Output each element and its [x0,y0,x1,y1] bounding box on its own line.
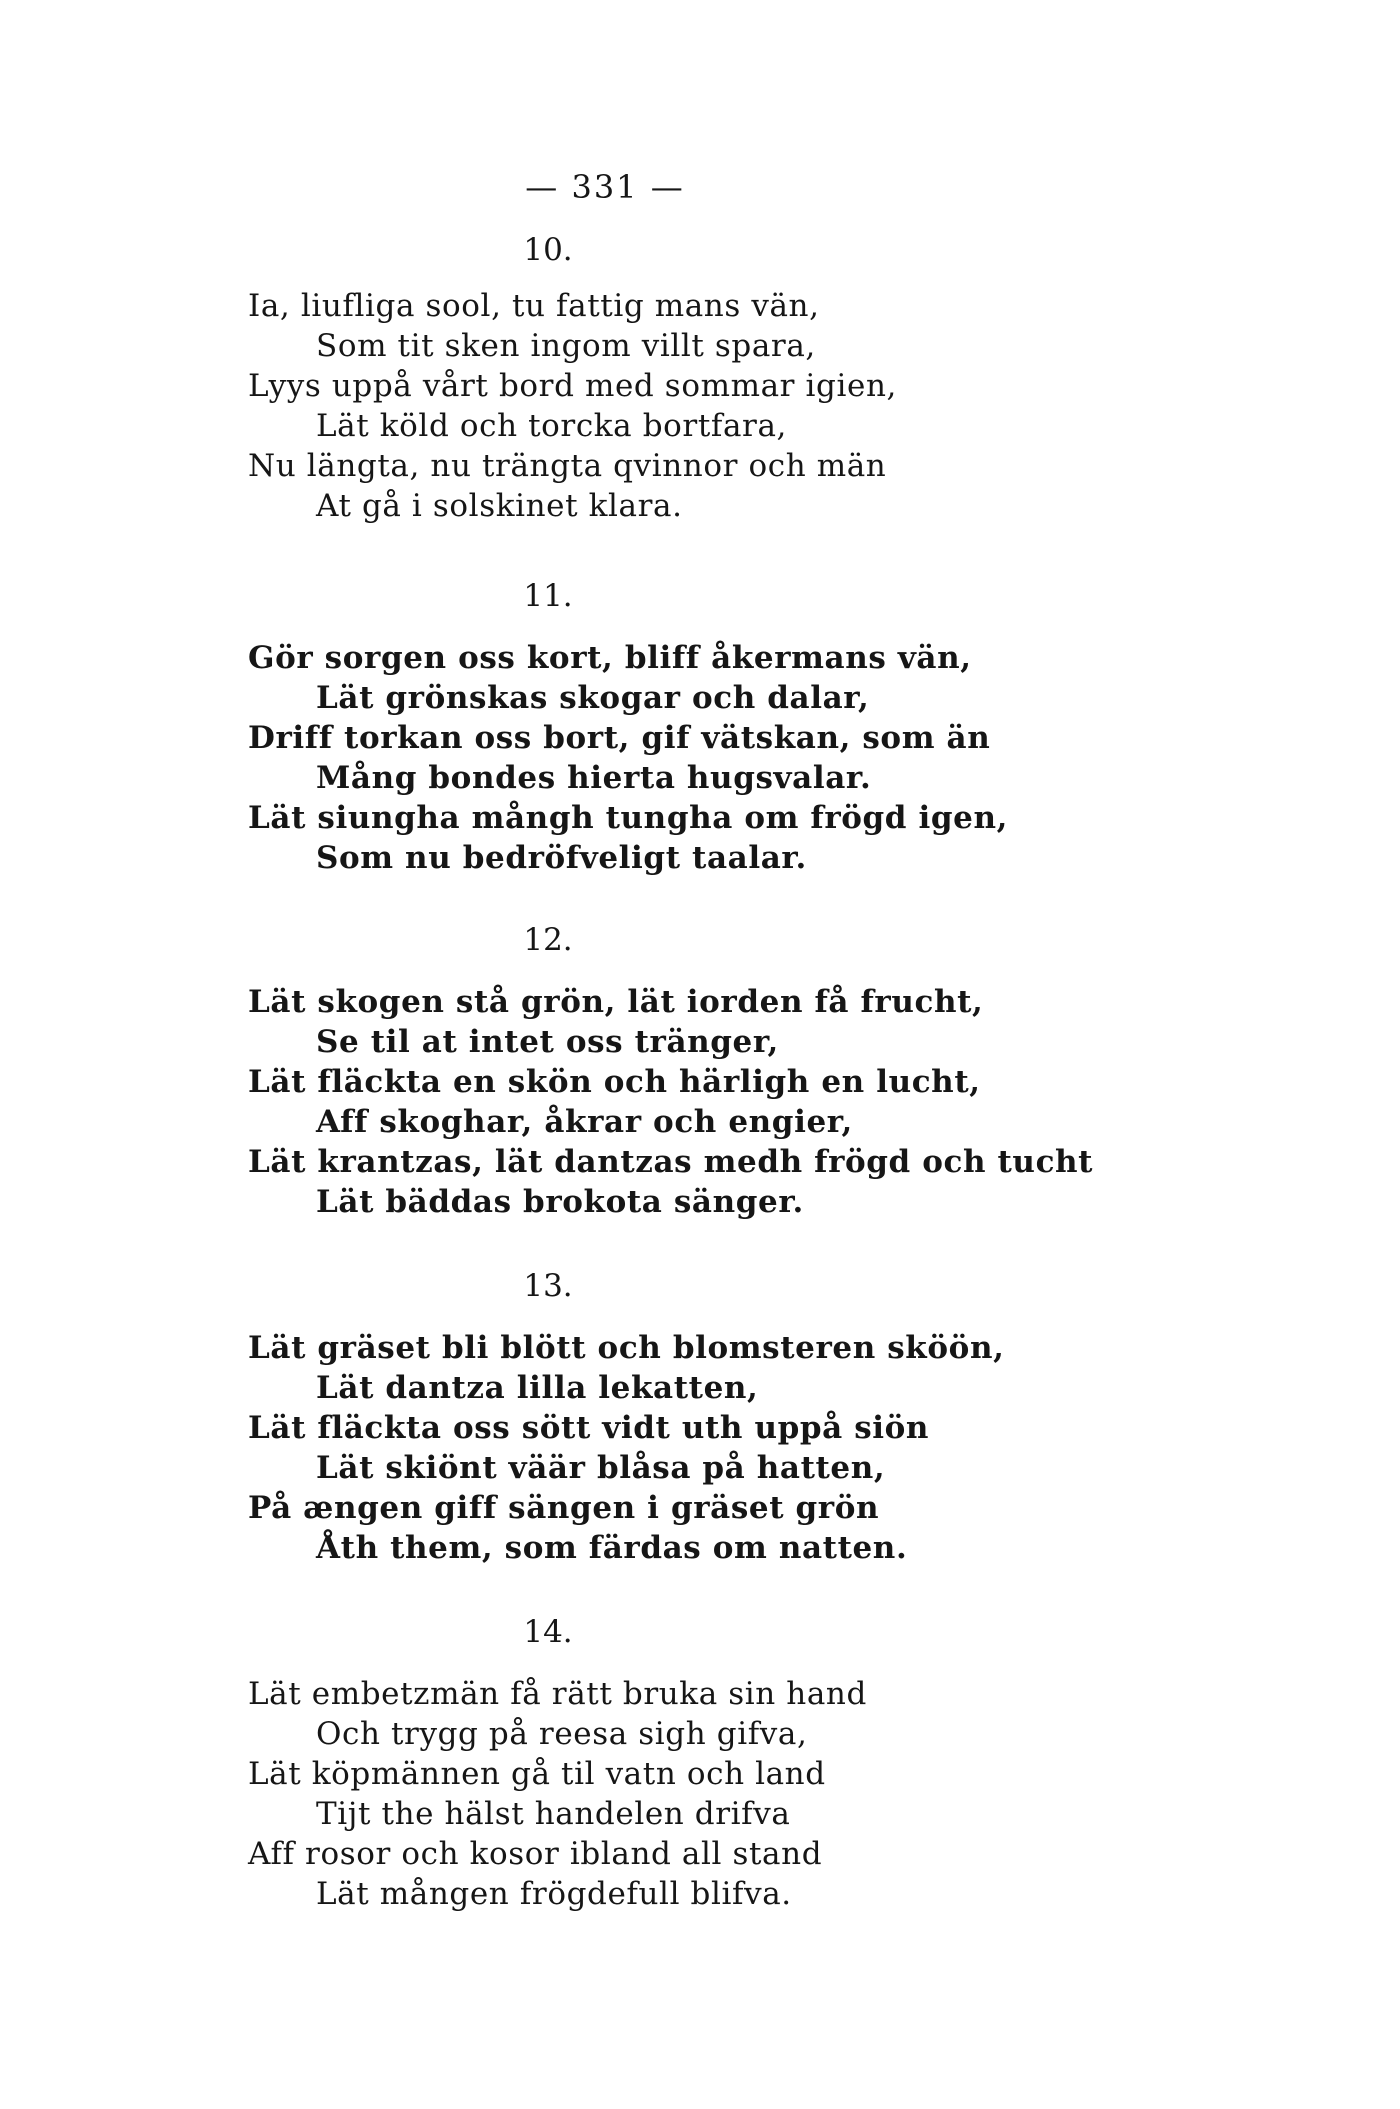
verse-line: Lät mången frögdefull blifva. [316,1876,792,1912]
verse-line: Ia, liufliga sool, tu fattig mans vän, [248,288,820,324]
verse-line: Lät skiönt väär blåsa på hatten, [316,1450,886,1486]
stanza-number: 12. [523,922,573,958]
stanza-13 [248,1268,1008,1568]
verse-line: På ængen giff sängen i gräset grön [248,1490,880,1526]
verse-line: Aff rosor och kosor ibland all stand [248,1836,823,1872]
verse-line: Lät fläckta en skön och härligh en lucht, [248,1064,981,1100]
verse-line: Lät köpmännen gå til vatn och land [248,1756,826,1792]
verse-line: Mång bondes hierta hugsvalar. [316,760,872,796]
verse-line: Lät skogen stå grön, lät iorden få frucht, [248,984,984,1020]
verse-line: At gå i solskinet klara. [316,488,683,524]
stanza-number: 11. [523,578,573,614]
verse-line: Nu längta, nu trängta qvinnor och män [248,448,887,484]
stanza-number: 14. [523,1614,573,1650]
stanza-10 [248,232,1008,526]
verse-line: Aff skoghar, åkrar och engier, [316,1104,853,1140]
verse-line: Lät krantzas, lät dantzas medh frögd och tucht [248,1144,1094,1180]
stanza-number: 10. [523,232,573,268]
verse-line: Tijt the hälst handelen drifva [316,1796,791,1832]
stanza-14 [248,1614,1008,1914]
verse-line: Gör sorgen oss kort, bliff åkermans vän, [248,640,972,676]
verse-line: Och trygg på reesa sigh gifva, [316,1716,808,1752]
verse-line: Som nu bedröfveligt taalar. [316,840,807,876]
verse-line: Lät bäddas brokota sänger. [316,1184,804,1220]
verse-line: Lät fläckta oss sött vidt uth uppå siön [248,1410,930,1446]
stanza-number: 13. [523,1268,573,1304]
verse-line: Driff torkan oss bort, gif vätskan, som än [248,720,991,756]
verse-line: Lyys uppå vårt bord med sommar igien, [248,368,897,404]
stanza-11 [248,578,1008,878]
verse-line: Lät köld och torcka bortfara, [316,408,788,444]
verse-line: Lät embetzmän få rätt bruka sin hand [248,1676,867,1712]
verse-line: Lät dantza lilla lekatten, [316,1370,759,1406]
verse-line: Se til at intet oss tränger, [316,1024,779,1060]
page-number: — 331 — [525,168,685,206]
verse-line: Lät gräset bli blött och blomsteren sköön, [248,1330,1005,1366]
verse-line: Som tit sken ingom villt spara, [316,328,816,364]
stanza-12 [248,922,1094,1222]
verse-line: Lät grönskas skogar och dalar, [316,680,870,716]
verse-line: Lät siungha mångh tungha om frögd igen, [248,800,1008,836]
verse-line: Åth them, som färdas om natten. [316,1530,908,1566]
